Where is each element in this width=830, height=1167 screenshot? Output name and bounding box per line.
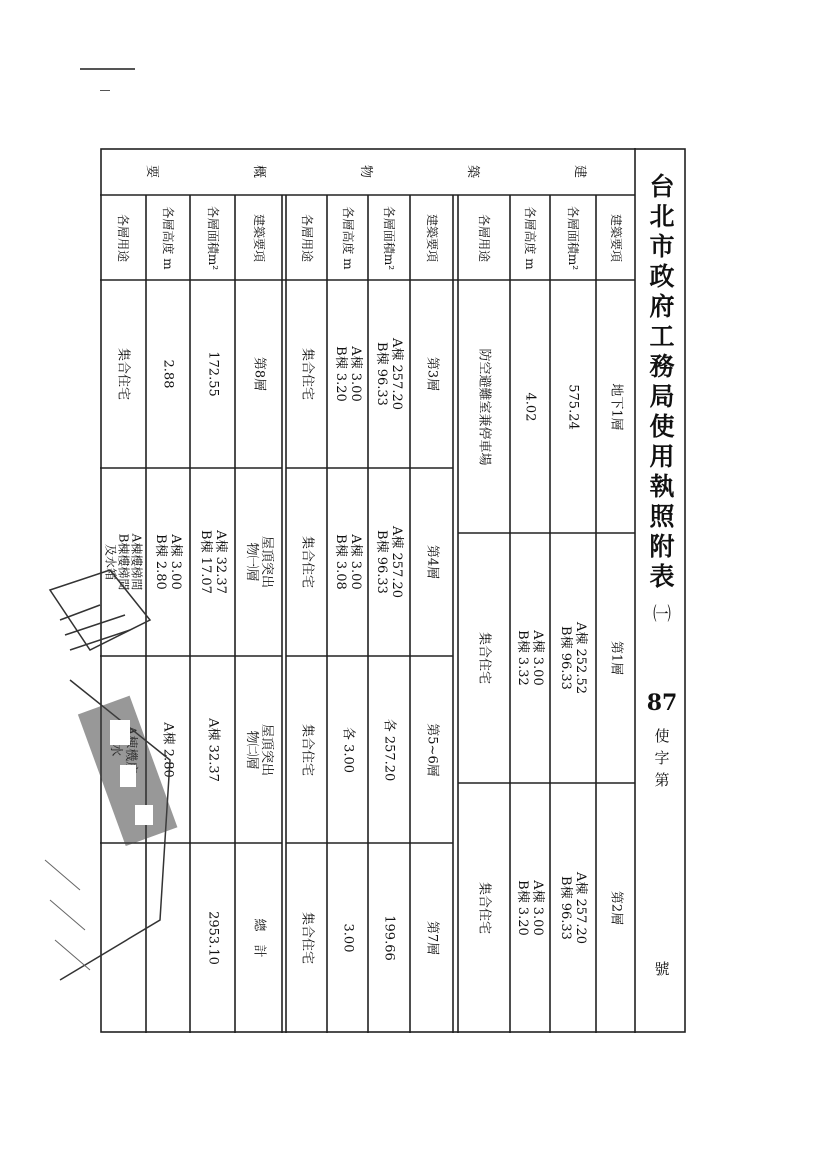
- band2-col1-use: 集合住宅: [299, 347, 314, 401]
- title-char: 台: [649, 172, 675, 201]
- band2-col2-use: 集合住宅: [299, 535, 314, 589]
- band1-col1-height: 4.02: [522, 392, 538, 421]
- band2-col1-area: A棟 257.20 B棟 96.33: [374, 337, 404, 411]
- band1-col2-use: 集合住宅: [476, 631, 492, 685]
- title-char: 使: [649, 412, 675, 441]
- band3-header-height: 各層高度 m: [161, 205, 175, 270]
- band2-col2-height: A棟 3.00 B棟 3.08: [332, 534, 363, 590]
- section-label-char: 建: [571, 164, 587, 179]
- title-char: 務: [649, 352, 675, 381]
- section-label-char: 概: [250, 164, 266, 179]
- band2-header-height: 各層高度 m: [340, 205, 355, 270]
- section-label-char: 築: [464, 164, 480, 179]
- band2-col2-item: 第4層: [424, 544, 439, 580]
- band1-col3-use: 集合住宅: [476, 881, 492, 935]
- band3-col2-item: 屋頂突出 物㈠層: [243, 535, 274, 589]
- band1-header-area: 各層面積m²: [566, 205, 580, 270]
- band2-col4-use: 集合住宅: [299, 911, 314, 965]
- band1-col1-item: 地下1層: [608, 382, 623, 431]
- title-char: 執: [649, 472, 675, 501]
- title-char: 局: [649, 382, 675, 411]
- band1-col2-height: A棟 3.00 B棟 3.32: [515, 630, 545, 686]
- title-char: 政: [649, 262, 675, 291]
- title-char: 用: [649, 442, 675, 471]
- band3-col1-height: 2.88: [160, 359, 176, 389]
- stamp-image: [40, 560, 190, 1020]
- band3-col1-area: 172.55: [205, 351, 220, 397]
- band1-header-height: 各層高度 m: [523, 205, 537, 270]
- band1-col2-item: 第1層: [608, 640, 623, 676]
- band1-header-item: 建築要項: [608, 213, 623, 262]
- band3-col2-height: A棟 3.00 B棟 2.80: [153, 534, 183, 590]
- title-char: 附: [649, 532, 675, 561]
- license-end-char: 號: [654, 960, 670, 978]
- band3-col1-item: 第8層: [251, 356, 266, 392]
- title-char: 照: [649, 502, 675, 531]
- section-label: [100, 148, 635, 195]
- band2-col4-area: 199.66: [381, 915, 397, 961]
- band3-col4-area: 2953.10: [205, 911, 220, 965]
- band2-header-area: 各層面積m²: [382, 205, 396, 270]
- band3-col2-area: A棟 32.37 B棟 17.07: [197, 530, 228, 594]
- band2-col3-height: 各 3.00: [340, 726, 355, 773]
- band3-header-item: 建築要項: [251, 213, 266, 262]
- band3-col1-use: 集合住宅: [115, 347, 131, 401]
- band2-col3-item: 第5~6層: [424, 722, 439, 777]
- band3-col4-item: 總 計: [251, 918, 266, 958]
- band1-col1-area: 575.24: [565, 383, 581, 430]
- band2-col3-use: 集合住宅: [299, 723, 314, 776]
- band1-col3-item: 第2層: [608, 890, 623, 926]
- title-char: 北: [649, 202, 675, 231]
- band2-col4-item: 第7層: [424, 920, 439, 956]
- band3-col3-area: A棟 32.37: [205, 717, 220, 782]
- scan-mark: [80, 68, 135, 70]
- band3-col3-item: 屋頂突出 物㈡層: [243, 723, 274, 776]
- band2-col2-area: A棟 257.20 B棟 96.33: [374, 525, 404, 599]
- band1-header-use: 各層用途: [477, 213, 491, 262]
- band3-header-use: 各層用途: [116, 213, 130, 262]
- band1-col3-area: A棟 257.20 B棟 96.33: [558, 871, 588, 945]
- suffix-char: 使: [654, 727, 670, 745]
- title-char: 市: [649, 232, 675, 261]
- band3-col3-height: A棟 2.80: [160, 721, 176, 778]
- suffix-char: 第: [654, 771, 670, 789]
- title-char: 工: [649, 322, 675, 351]
- band1-col2-area: A棟 252.52 B棟 96.33: [558, 621, 588, 695]
- section-label-char: 要: [143, 164, 159, 179]
- band2-col1-item: 第3層: [424, 356, 439, 392]
- title-number-mark: ㈠: [653, 604, 671, 625]
- band2-col3-area: 各 257.20: [381, 718, 397, 781]
- band2-col1-height: A棟 3.00 B棟 3.20: [332, 346, 363, 402]
- band3-header-area: 各層面積m²: [205, 205, 220, 270]
- band3-col2-use: A棟樓梯間 B棟樓梯間 及水箱: [103, 533, 144, 591]
- license-code: 87: [646, 690, 678, 716]
- scan-mark: [100, 90, 110, 91]
- title-char: 表: [649, 562, 675, 591]
- band1-col3-height: A棟 3.00 B棟 3.20: [515, 880, 545, 936]
- section-label-char: 物: [357, 164, 373, 179]
- band1-col1-use: 防空避難室兼停車場: [476, 347, 492, 466]
- suffix-char: 字: [654, 749, 670, 767]
- title-char: 府: [649, 292, 675, 321]
- band2-col4-height: 3.00: [340, 923, 355, 953]
- band2-header-use: 各層用途: [299, 213, 314, 262]
- band2-header-item: 建築要項: [424, 213, 439, 262]
